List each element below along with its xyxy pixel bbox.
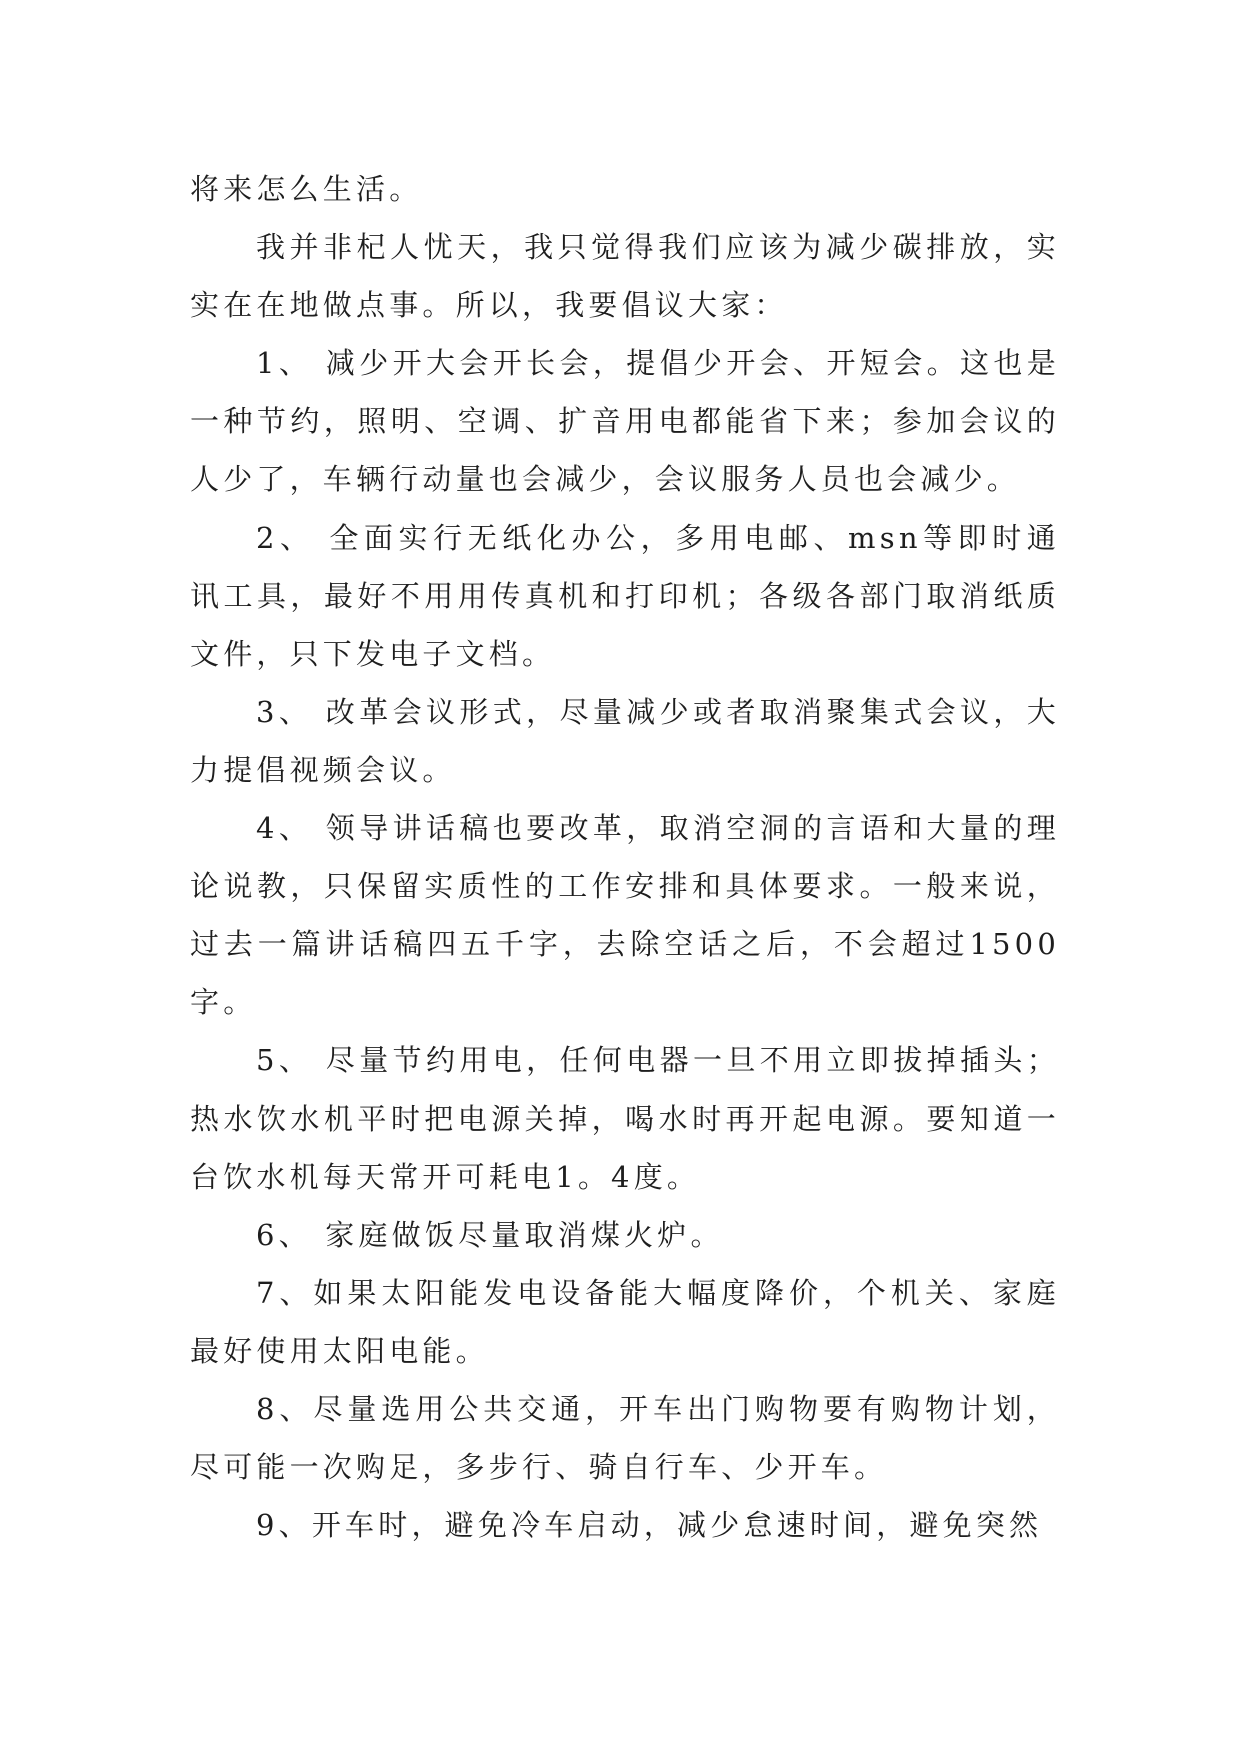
list-item-7: 7、如果太阳能发电设备能大幅度降价，个机关、家庭最好使用太阳电能。 (190, 1275, 1060, 1368)
list-item-8: 8、尽量选用公共交通，开车出门购物要有购物计划，尽可能一次购足，多步行、骑自行车、少开车。 (190, 1391, 1060, 1485)
list-item-2: 2、 全面实行无纸化办公，多用电邮、msn等即时通讯工具，最好不用用传真机和打印机；各级各部门取消纸质文件，只下发电子文档。 (190, 520, 1060, 671)
list-item-4: 4、 领导讲话稿也要改革，取消空洞的言语和大量的理论说教，只保留实质性的工作安排和具体要求。一般来说，过去一篇讲话稿四五千字，去除空话之后，不会超过1500字。 (190, 811, 1060, 1020)
paragraph-proposal-intro: 我并非杞人忧天，我只觉得我们应该为减少碳排放，实实在在地做点事。所以，我要倡议大家： (190, 230, 1060, 323)
document-body (190, 160, 1060, 1554)
list-item-3: 3、 改革会议形式，尽量减少或者取消聚集式会议，大力提倡视频会议。 (190, 694, 1060, 787)
list-item-1: 1、 减少开大会开长会，提倡少开会、开短会。这也是一种节约，照明、空调、扩音用电都能省下来；参加会议的人少了，车辆行动量也会减少，会议服务人员也会减少。 (190, 346, 1060, 497)
list-item-9: 9、开车时，避免冷车启动，减少怠速时间，避免突然 (256, 1508, 1043, 1543)
list-item-5: 5、 尽量节约用电，任何电器一旦不用立即拔掉插头；热水饮水机平时把电源关掉，喝水时再开起电源。要知道一台饮水机每天常开可耗电1。4度。 (190, 1043, 1060, 1194)
list-item-6: 6、 家庭做饭尽量取消煤火炉。 (256, 1217, 724, 1252)
paragraph-continuation: 将来怎么生活。 (190, 172, 423, 206)
